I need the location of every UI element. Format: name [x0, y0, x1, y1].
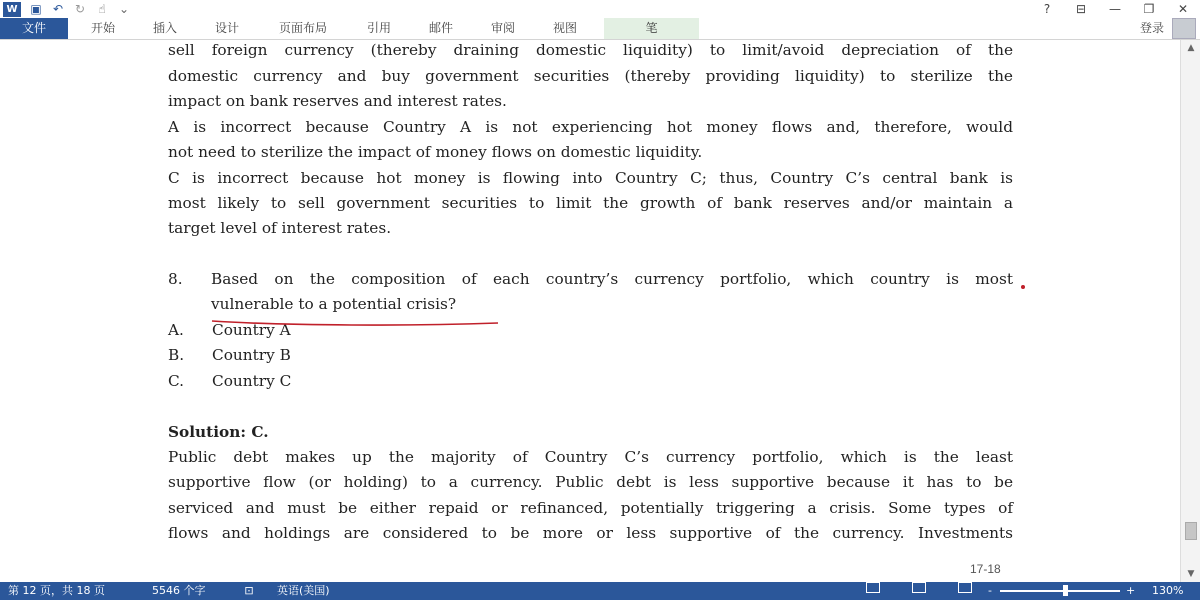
- tab-references[interactable]: 引用: [366, 21, 391, 35]
- option-text: Country C: [212, 372, 292, 390]
- restore-button[interactable]: ❐: [1143, 2, 1155, 16]
- tab-view[interactable]: 视图: [552, 21, 577, 35]
- undo-icon[interactable]: ↶: [52, 2, 64, 16]
- option-text: Country A: [212, 321, 291, 339]
- word-logo-icon: W: [3, 2, 21, 17]
- body-line: most likely to sell government securities to limit the growth of bank reserves and/or maintain a: [168, 194, 1013, 212]
- pen-dot-annotation: [1021, 285, 1025, 289]
- answer-option: [168, 370, 568, 392]
- save-icon[interactable]: ▣: [30, 2, 42, 16]
- ribbon-display-options-button[interactable]: ⊟: [1075, 2, 1087, 16]
- zoom-slider-thumb[interactable]: [1063, 585, 1068, 596]
- body-line: sell foreign currency (thereby draining domestic liquidity) to limit/avoid depreciation of the: [168, 41, 1013, 59]
- tab-pen[interactable]: 笔: [604, 18, 699, 39]
- status-bar: [0, 582, 1200, 600]
- option-letter: B.: [168, 346, 185, 364]
- solution-line: Public debt makes up the majority of Country C’s currency portfolio, which is the least: [168, 448, 1013, 466]
- body-line: C is incorrect because hot money is flowing into Country C; thus, Country C’s central bank is: [168, 169, 1013, 187]
- page-footer-label: 17-18: [970, 562, 1001, 576]
- tab-mailings[interactable]: 邮件: [428, 21, 453, 35]
- question-line: [168, 293, 1013, 315]
- tab-design[interactable]: 设计: [214, 21, 239, 35]
- body-line: target level of interest rates.: [168, 219, 392, 237]
- title-bar: [0, 0, 1200, 18]
- avatar[interactable]: [1172, 18, 1196, 39]
- zoom-slider[interactable]: [1000, 590, 1120, 592]
- answer-option: [168, 344, 568, 366]
- tab-insert[interactable]: 插入: [152, 21, 177, 35]
- option-letter: C.: [168, 372, 185, 390]
- option-text: Country B: [212, 346, 291, 364]
- question-number: 8.: [168, 270, 183, 288]
- tab-file[interactable]: 文件: [0, 18, 68, 39]
- tab-page-layout[interactable]: 页面布局: [278, 21, 327, 35]
- question-text: vulnerable to a potential crisis?: [211, 295, 457, 313]
- ribbon-tabs: [0, 18, 1200, 40]
- print-layout-icon[interactable]: [912, 582, 926, 593]
- solution-title: Solution: C.: [168, 423, 269, 441]
- word-count-status[interactable]: 5546 个字: [152, 584, 206, 597]
- pen-underline-annotation: [210, 317, 500, 331]
- document-area[interactable]: [0, 40, 1180, 582]
- quick-access-toolbar: [0, 0, 135, 18]
- web-layout-icon[interactable]: [958, 582, 972, 593]
- zoom-level[interactable]: 130%: [1152, 584, 1184, 597]
- solution-line: flows and holdings are considered to be more or less supportive of the currency. Investments: [168, 524, 1013, 542]
- option-letter: A.: [168, 321, 184, 339]
- tab-home[interactable]: 开始: [90, 21, 115, 35]
- read-mode-icon[interactable]: [866, 582, 880, 593]
- scroll-up-icon[interactable]: ▲: [1187, 43, 1195, 53]
- solution-line: serviced and must be either repaid or refinanced, potentially triggering a crisis. Some types of: [168, 499, 1013, 517]
- page-count-status[interactable]: 第 12 页，共 18 页: [8, 584, 105, 597]
- minimize-button[interactable]: —: [1109, 2, 1121, 16]
- body-line: A is incorrect because Country A is not experiencing hot money flows and, therefore, would: [168, 118, 1013, 136]
- question-text: Based on the composition of each country’s currency portfolio, which country is most: [211, 270, 1013, 288]
- customize-icon[interactable]: ⌄: [118, 2, 130, 16]
- vertical-scrollbar[interactable]: [1180, 40, 1200, 582]
- help-button[interactable]: ?: [1043, 2, 1051, 16]
- body-line: domestic currency and buy government securities (thereby providing liquidity) to sterilize the: [168, 67, 1013, 85]
- body-line: not need to sterilize the impact of money flows on domestic liquidity.: [168, 143, 703, 161]
- tab-review[interactable]: 审阅: [490, 21, 515, 35]
- scrollbar-thumb[interactable]: [1185, 522, 1197, 540]
- question-line: [168, 268, 1013, 290]
- language-status[interactable]: 英语(美国): [277, 584, 330, 597]
- body-line: impact on bank reserves and interest rates.: [168, 92, 507, 110]
- solution-line: supportive flow (or holding) to a currency. Public debt is less supportive because it has to be: [168, 473, 1013, 491]
- close-button[interactable]: ✕: [1177, 2, 1189, 16]
- redo-icon[interactable]: ↻: [74, 2, 86, 16]
- zoom-out-button[interactable]: -: [988, 584, 992, 597]
- login-link[interactable]: 登录: [1139, 21, 1164, 35]
- window-controls: [1030, 0, 1200, 18]
- proofing-icon[interactable]: ⊡: [244, 584, 254, 597]
- touch-mode-icon[interactable]: ☝: [98, 2, 106, 16]
- zoom-in-button[interactable]: +: [1126, 584, 1136, 597]
- scroll-down-icon[interactable]: ▼: [1187, 569, 1195, 579]
